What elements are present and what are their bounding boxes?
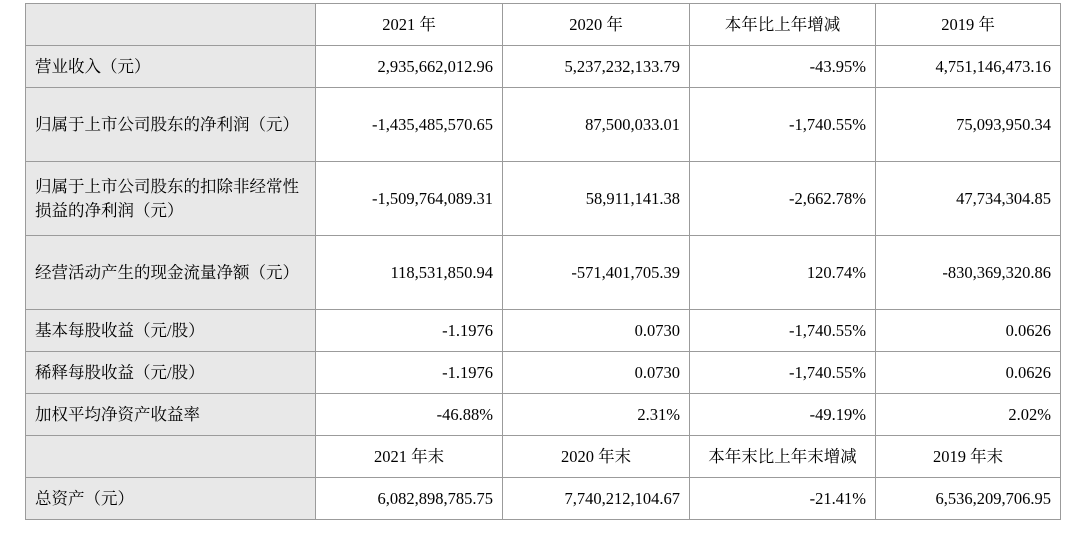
row-value-2019: 0.0626 bbox=[876, 310, 1061, 352]
row-value-2019: -830,369,320.86 bbox=[876, 236, 1061, 310]
financial-summary-table-page bbox=[0, 3, 1080, 542]
row-value-2019: 4,751,146,473.16 bbox=[876, 46, 1061, 88]
table-row bbox=[26, 162, 1061, 236]
financial-summary-table bbox=[25, 3, 1061, 520]
table-row bbox=[26, 88, 1061, 162]
row-value-2019: 2.02% bbox=[876, 394, 1061, 436]
row-value-change: -1,740.55% bbox=[690, 310, 876, 352]
table-row bbox=[26, 236, 1061, 310]
row-label: 营业收入（元） bbox=[26, 46, 316, 88]
table-header-row bbox=[26, 4, 1061, 46]
header-cell-2021: 2021 年 bbox=[316, 4, 503, 46]
row-label: 归属于上市公司股东的扣除非经常性损益的净利润（元） bbox=[26, 162, 316, 236]
row-value-2020: 0.0730 bbox=[503, 310, 690, 352]
row-value-2019-end: 6,536,209,706.95 bbox=[876, 478, 1061, 520]
row-value-2019: 0.0626 bbox=[876, 352, 1061, 394]
row-value-2021: -1.1976 bbox=[316, 310, 503, 352]
row-value-2019: 75,093,950.34 bbox=[876, 88, 1061, 162]
row-value-2021-end: 6,082,898,785.75 bbox=[316, 478, 503, 520]
row-value-2020: 87,500,033.01 bbox=[503, 88, 690, 162]
table-row bbox=[26, 310, 1061, 352]
row-value-change: -49.19% bbox=[690, 394, 876, 436]
row-value-change: -1,740.55% bbox=[690, 352, 876, 394]
mid-header-cell-blank bbox=[26, 436, 316, 478]
row-value-2020: 5,237,232,133.79 bbox=[503, 46, 690, 88]
row-value-2021: -1.1976 bbox=[316, 352, 503, 394]
row-value-2021: 2,935,662,012.96 bbox=[316, 46, 503, 88]
mid-header-cell-2020-end: 2020 年末 bbox=[503, 436, 690, 478]
row-value-2020: 0.0730 bbox=[503, 352, 690, 394]
row-value-change: -2,662.78% bbox=[690, 162, 876, 236]
row-value-change: -21.41% bbox=[690, 478, 876, 520]
mid-header-cell-2021-end: 2021 年末 bbox=[316, 436, 503, 478]
row-label: 加权平均净资产收益率 bbox=[26, 394, 316, 436]
row-label: 经营活动产生的现金流量净额（元） bbox=[26, 236, 316, 310]
row-value-2020: 2.31% bbox=[503, 394, 690, 436]
row-value-2020-end: 7,740,212,104.67 bbox=[503, 478, 690, 520]
row-label: 稀释每股收益（元/股） bbox=[26, 352, 316, 394]
mid-header-cell-2019-end: 2019 年末 bbox=[876, 436, 1061, 478]
row-value-2021: 118,531,850.94 bbox=[316, 236, 503, 310]
row-value-2020: -571,401,705.39 bbox=[503, 236, 690, 310]
mid-header-cell-change: 本年末比上年末增减 bbox=[690, 436, 876, 478]
row-value-change: -1,740.55% bbox=[690, 88, 876, 162]
header-cell-2019: 2019 年 bbox=[876, 4, 1061, 46]
row-label: 归属于上市公司股东的净利润（元） bbox=[26, 88, 316, 162]
table-mid-header-row bbox=[26, 436, 1061, 478]
row-value-2020: 58,911,141.38 bbox=[503, 162, 690, 236]
table-row bbox=[26, 394, 1061, 436]
header-cell-change: 本年比上年增减 bbox=[690, 4, 876, 46]
table-row bbox=[26, 352, 1061, 394]
header-cell-blank bbox=[26, 4, 316, 46]
row-value-change: 120.74% bbox=[690, 236, 876, 310]
table-row bbox=[26, 478, 1061, 520]
table-row bbox=[26, 46, 1061, 88]
row-value-change: -43.95% bbox=[690, 46, 876, 88]
row-value-2021: -1,509,764,089.31 bbox=[316, 162, 503, 236]
row-value-2019: 47,734,304.85 bbox=[876, 162, 1061, 236]
row-value-2021: -46.88% bbox=[316, 394, 503, 436]
header-cell-2020: 2020 年 bbox=[503, 4, 690, 46]
row-label: 总资产（元） bbox=[26, 478, 316, 520]
row-value-2021: -1,435,485,570.65 bbox=[316, 88, 503, 162]
row-label: 基本每股收益（元/股） bbox=[26, 310, 316, 352]
